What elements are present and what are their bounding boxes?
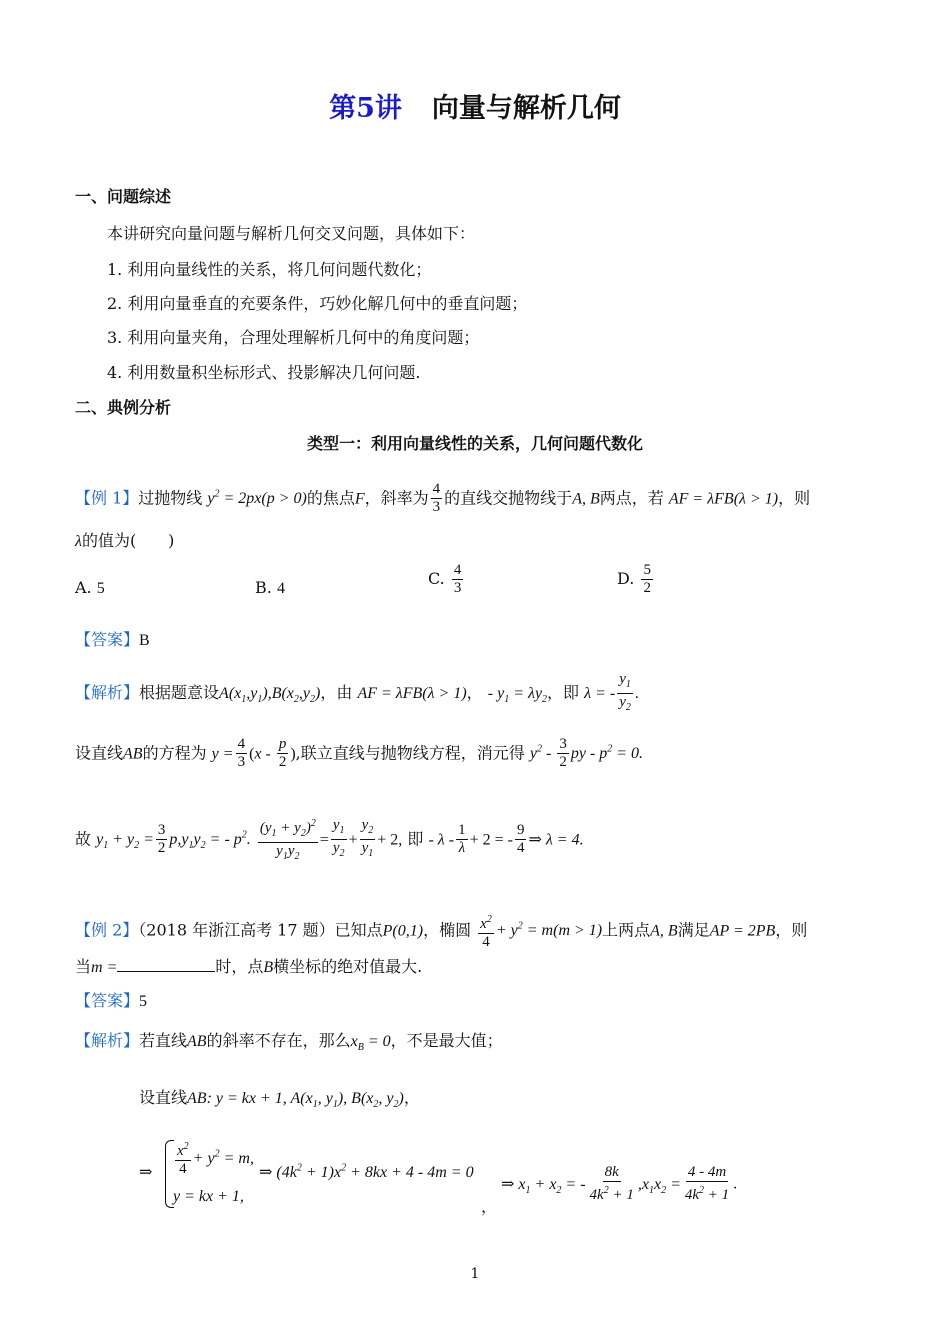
analysis-1-line2: 设直线AB的方程为 y = $\frac{4}{3}$ (x - $\frac{p}{2}$ ),联立直线与抛物线方程，消元得 $y^2$ - $\frac{3}{2}$ py - $p^2 = 0$.: [75, 736, 644, 771]
section-heading-1: 一、问题综述: [75, 187, 172, 206]
example-1-line2: λ的值为( ): [75, 531, 175, 550]
answer-blank: [117, 957, 215, 972]
vector-condition: AF = λFB(λ > 1): [668, 490, 779, 508]
option-c: C. $\frac{4}{3}$: [428, 562, 462, 596]
option-a: A. 5: [75, 578, 105, 597]
option-d: D. $\frac{5}{2}$: [617, 562, 651, 596]
title-lecture: 第5讲: [329, 93, 402, 124]
example-2-question: 【例 2】（2018 年浙江高考 17 题）已知点P(0,1)，椭圆 $\frac{x^2}{4}$ + $y^2 = m(m > 1)$上两点A, B满足AP = 2PB，则: [75, 898, 807, 960]
list-item: 1. 利用向量线性的关系，将几何问题代数化；: [107, 260, 432, 279]
parabola-formula: $y^2 = 2px(p > 0)$: [207, 489, 307, 508]
answer-1: 【答案】B: [75, 630, 150, 649]
analysis-1-line3: 故 $y_1 + y_2$ = $\frac{3}{2}$ $p,y_1y_2$ = - $p^2$. $\frac{(y_1 + y_2)^2}{y_1y_2}$ = $\frac{y_1}{y_2}$ + $\frac{y_2}{y_1}$ + 2, 即 - λ - $\frac{1}{\lambda}$ + 2 = - $\frac{9}{4}$ ⇒ λ = 4.: [75, 806, 584, 877]
intro-text: 本讲研究向量问题与解析几何交叉问题，具体如下：: [107, 224, 476, 243]
page-number: 1: [470, 1266, 480, 1282]
type-heading: 类型一：利用向量线性的关系，几何问题代数化: [306, 434, 643, 453]
analysis-1-line1: 【解析】根据题意设$A(x_1,y_1),B(x_2,y_2)$，由 AF = λFB(λ > 1)， - $y_1 = \lambda y_2$，即 λ = - $\frac{y_1}{y_2}$ .: [75, 671, 639, 713]
list-item: 4. 利用数量积坐标形式、投影解决几何问题.: [107, 363, 421, 382]
analysis-2-line2: 设直线AB: y = kx + 1, $A(x_1$, $y_1$), $B(x_2$, $y_2$)，: [139, 1088, 420, 1111]
example-tag: 【例 1】: [75, 488, 139, 508]
page-title: 第5讲 向量与解析几何: [329, 93, 621, 124]
answer-2: 【答案】5: [75, 991, 148, 1010]
list-item: 2. 利用向量垂直的充要条件，巧妙化解几何中的垂直问题；: [107, 294, 528, 313]
option-b: B. 4: [255, 578, 285, 597]
list-item: 3. 利用向量夹角，合理处理解析几何中的角度问题；: [107, 328, 480, 347]
section-heading-2: 二、典例分析: [75, 398, 172, 417]
example-2-line2: 当m = 时，点B横坐标的绝对值最大.: [75, 957, 423, 976]
analysis-2-line1: 【解析】若直线AB的斜率不存在，那么$x_B = 0$，不是最大值；: [75, 1031, 503, 1054]
example-tag: 【例 2】: [75, 920, 139, 940]
example-1-question: 【例 1】过抛物线 $y^2 = 2px(p > 0)$的焦点F，斜率为 $\frac{4}{3}$ 的直线交抛物线于A, B两点，若 AF = λFB(λ > 1)，则: [75, 481, 811, 516]
slope-fraction: $\frac{4}{3}$: [432, 481, 441, 516]
